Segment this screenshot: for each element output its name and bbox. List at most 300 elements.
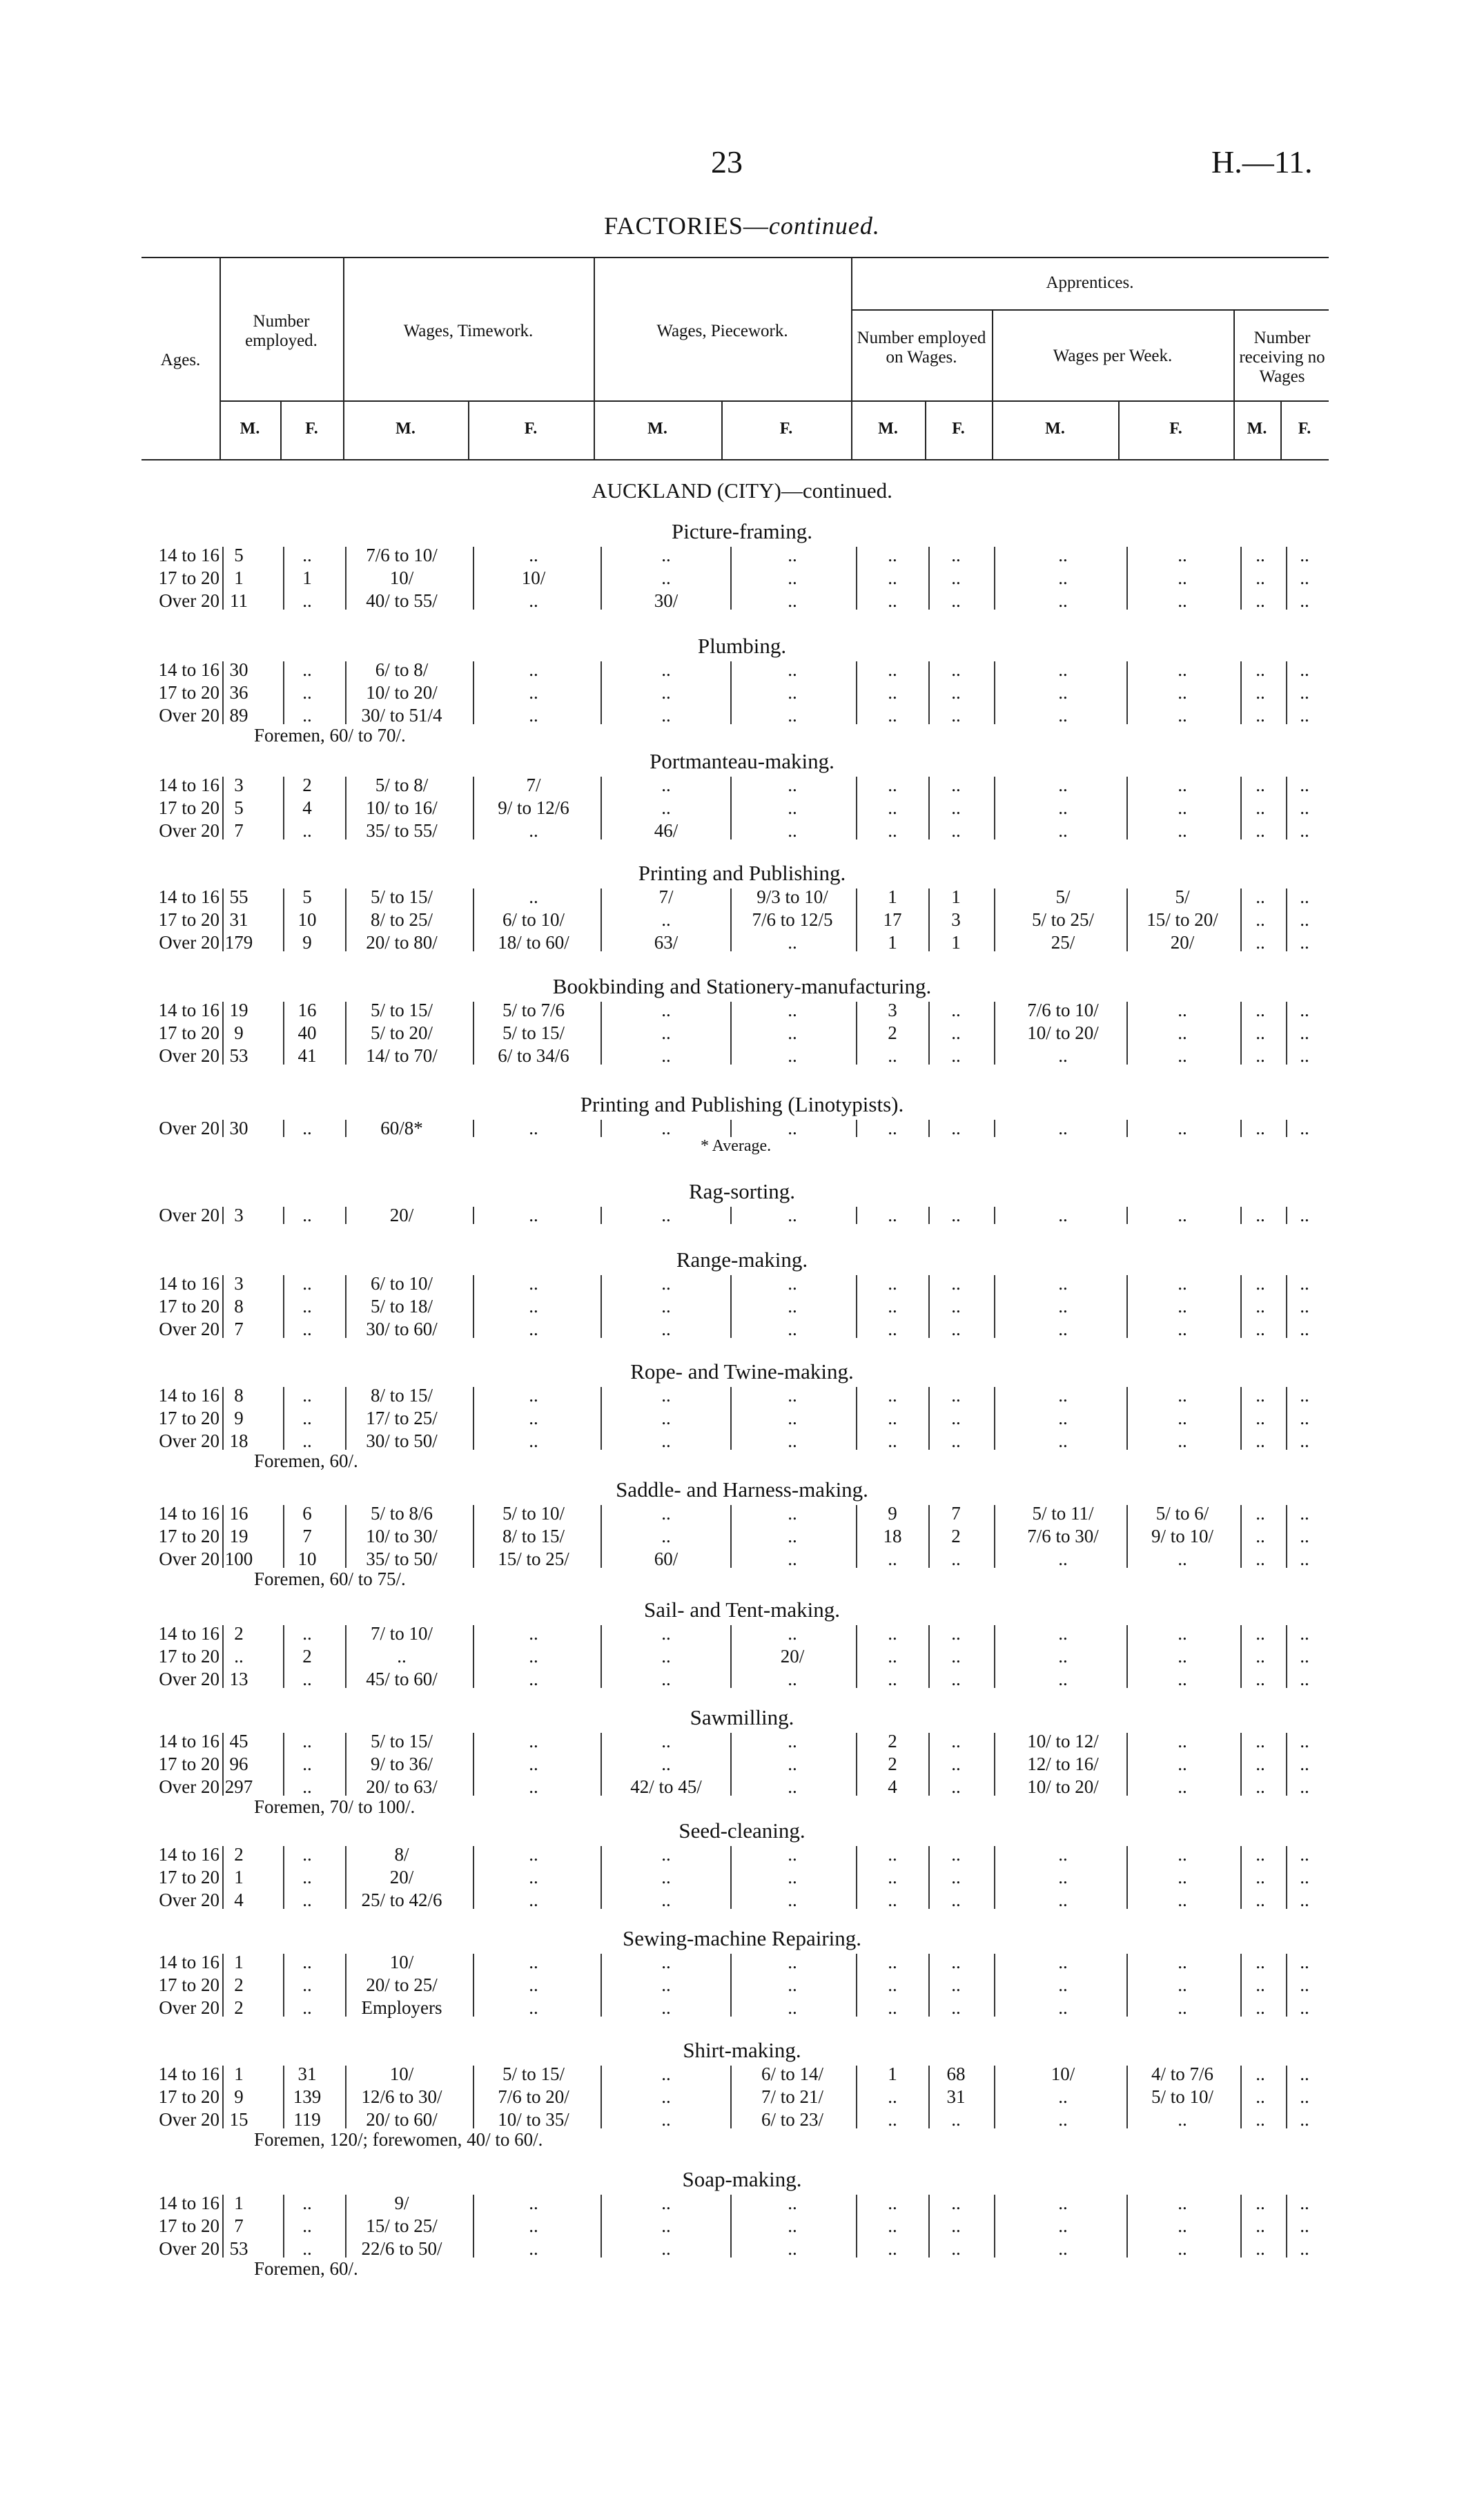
table-cell: .. bbox=[1178, 1890, 1187, 1910]
column-rule bbox=[856, 1846, 857, 1909]
section-title: Plumbing. bbox=[697, 634, 787, 658]
table-cell: 96 bbox=[229, 1754, 248, 1774]
column-rule bbox=[730, 1120, 732, 1137]
table-cell: .. bbox=[1300, 1526, 1309, 1546]
table-cell: .. bbox=[397, 1646, 407, 1667]
table-cell: 7 bbox=[951, 1503, 961, 1524]
column-rule bbox=[1126, 1733, 1128, 1796]
column-rule bbox=[1240, 1207, 1242, 1224]
table-cell: 20/ to 25/ bbox=[366, 1974, 438, 1995]
column-rule bbox=[928, 1625, 930, 1688]
table-cell: .. bbox=[1058, 590, 1068, 611]
table-cell: .. bbox=[529, 590, 538, 611]
table-cell: .. bbox=[302, 590, 312, 611]
table-cell: .. bbox=[788, 1430, 797, 1451]
table-cell: .. bbox=[529, 1205, 538, 1225]
table-cell: .. bbox=[529, 682, 538, 703]
column-rule bbox=[994, 547, 995, 610]
table-cell: .. bbox=[888, 1296, 897, 1317]
table-cell: .. bbox=[302, 1867, 312, 1887]
age-group: 14 to 16 bbox=[158, 1731, 219, 1751]
column-rule bbox=[1286, 889, 1287, 951]
table-cell: 6/ to 14/ bbox=[761, 2064, 823, 2084]
column-rule bbox=[1286, 1954, 1287, 2017]
section-note: Foremen, 60/. bbox=[254, 1450, 358, 1471]
table-cell: .. bbox=[951, 2109, 961, 2130]
table-cell: 2 bbox=[302, 1646, 312, 1667]
column-rule bbox=[283, 1275, 284, 1338]
table-cell: 139 bbox=[293, 2086, 322, 2107]
table-cell: .. bbox=[1178, 705, 1187, 726]
table-cell: .. bbox=[529, 659, 538, 680]
table-cell: .. bbox=[951, 2193, 961, 2213]
column-rule bbox=[473, 1954, 474, 2017]
header-appr-number-no-wages: Number receiving no Wages bbox=[1239, 329, 1325, 386]
table-cell: 10/ bbox=[1051, 2064, 1075, 2084]
column-rule bbox=[222, 661, 224, 724]
table-cell: 2 bbox=[234, 1974, 244, 1995]
column-rule bbox=[1286, 1120, 1287, 1137]
column-rule bbox=[856, 1733, 857, 1796]
column-rule bbox=[1240, 2195, 1242, 2258]
column-rule bbox=[473, 547, 474, 610]
header-number-employed: Number employed. bbox=[245, 312, 318, 350]
table-cell: .. bbox=[888, 705, 897, 726]
table-cell: 7/ to 10/ bbox=[370, 1623, 433, 1644]
table-cell: 31 bbox=[946, 2086, 966, 2107]
column-rule bbox=[601, 1120, 602, 1137]
table-cell: .. bbox=[951, 1385, 961, 1406]
table-cell: .. bbox=[1178, 1549, 1187, 1569]
column-rule bbox=[283, 777, 284, 839]
table-cell: .. bbox=[951, 775, 961, 795]
table-cell: 18 bbox=[229, 1430, 248, 1451]
column-rule bbox=[1240, 1275, 1242, 1338]
column-rule bbox=[222, 1275, 224, 1338]
table-cell: .. bbox=[1300, 1408, 1309, 1428]
table-cell: .. bbox=[788, 590, 797, 611]
column-rule bbox=[222, 777, 224, 839]
table-cell: .. bbox=[302, 1776, 312, 1797]
age-group: Over 20 bbox=[159, 1205, 219, 1225]
table-cell: 1 bbox=[234, 2193, 244, 2213]
table-cell: .. bbox=[788, 1408, 797, 1428]
table-cell: .. bbox=[788, 1952, 797, 1972]
column-rule bbox=[856, 547, 857, 610]
table-cell: .. bbox=[529, 545, 538, 565]
table-cell: 5/ to 11/ bbox=[1032, 1503, 1094, 1524]
table-cell: .. bbox=[1256, 1022, 1265, 1043]
table-cell: .. bbox=[1058, 1867, 1068, 1887]
column-rule bbox=[730, 661, 732, 724]
table-cell: 2 bbox=[888, 1731, 897, 1751]
table-cell: .. bbox=[1178, 2109, 1187, 2130]
header-wages-piecework: Wages, Piecework. bbox=[656, 322, 788, 340]
table-cell: .. bbox=[888, 1669, 897, 1689]
age-group: 14 to 16 bbox=[158, 1000, 219, 1020]
column-rule bbox=[994, 1846, 995, 1909]
column-rule bbox=[1126, 1625, 1128, 1688]
column-rule bbox=[345, 889, 346, 951]
column-rule bbox=[1126, 1954, 1128, 2017]
table-cell: 2 bbox=[888, 1754, 897, 1774]
header-wages-timework: Wages, Timework. bbox=[403, 322, 534, 340]
table-cell: .. bbox=[888, 682, 897, 703]
section-title: Seed-cleaning. bbox=[678, 1818, 806, 1843]
age-group: 17 to 20 bbox=[158, 1974, 219, 1995]
table-cell: .. bbox=[951, 705, 961, 726]
table-cell: .. bbox=[1058, 1974, 1068, 1995]
column-rule bbox=[473, 1505, 474, 1568]
table-cell: .. bbox=[1300, 1430, 1309, 1451]
table-cell: 7 bbox=[234, 1319, 244, 1339]
column-rule bbox=[283, 547, 284, 610]
column-rule bbox=[1286, 1387, 1287, 1450]
table-cell: .. bbox=[788, 1503, 797, 1524]
table-cell: .. bbox=[951, 2238, 961, 2259]
table-cell: .. bbox=[529, 1669, 538, 1689]
table-cell: .. bbox=[661, 2193, 671, 2213]
table-cell: 10/ to 20/ bbox=[366, 682, 438, 703]
table-cell: .. bbox=[1300, 909, 1309, 930]
column-rule bbox=[994, 889, 995, 951]
table-cell: .. bbox=[1256, 797, 1265, 818]
table-cell: .. bbox=[1300, 1296, 1309, 1317]
table-cell: 2 bbox=[951, 1526, 961, 1546]
table-cell: .. bbox=[888, 2109, 897, 2130]
column-rule bbox=[730, 1207, 732, 1224]
table-cell: 45 bbox=[229, 1731, 248, 1751]
age-group: Over 20 bbox=[159, 820, 219, 841]
table-cell: .. bbox=[951, 1319, 961, 1339]
column-rule bbox=[283, 1387, 284, 1450]
table-cell: 15/ to 20/ bbox=[1146, 909, 1218, 930]
table-cell: .. bbox=[1300, 2238, 1309, 2259]
table-cell: .. bbox=[1058, 1646, 1068, 1667]
table-cell: 8 bbox=[234, 1385, 244, 1406]
table-cell: 5/ to 15/ bbox=[370, 1000, 433, 1020]
age-group: 17 to 20 bbox=[158, 1022, 219, 1043]
table-cell: 30/ to 50/ bbox=[366, 1430, 438, 1451]
age-group: Over 20 bbox=[159, 1045, 219, 1066]
section-title: Bookbinding and Stationery-manufacturing. bbox=[552, 974, 932, 998]
table-cell: .. bbox=[661, 1430, 671, 1451]
table-cell: .. bbox=[888, 820, 897, 841]
header-f: F. bbox=[952, 420, 965, 438]
column-rule bbox=[928, 1275, 930, 1338]
table-cell: .. bbox=[951, 2215, 961, 2236]
table-cell: 10/ bbox=[389, 567, 414, 588]
table-cell: .. bbox=[951, 1296, 961, 1317]
column-rule bbox=[994, 777, 995, 839]
table-cell: .. bbox=[788, 1296, 797, 1317]
column-rule bbox=[856, 1120, 857, 1137]
column-rule bbox=[222, 2195, 224, 2258]
header-f: F. bbox=[779, 420, 793, 438]
table-cell: .. bbox=[302, 705, 312, 726]
age-group: Over 20 bbox=[159, 1430, 219, 1451]
header-f: F. bbox=[305, 420, 318, 438]
table-cell: .. bbox=[302, 1385, 312, 1406]
age-group: 17 to 20 bbox=[158, 1526, 219, 1546]
table-cell: .. bbox=[302, 1273, 312, 1294]
age-group: Over 20 bbox=[159, 705, 219, 726]
region-title: AUCKLAND (CITY)—continued. bbox=[592, 478, 892, 503]
table-cell: .. bbox=[1058, 1205, 1068, 1225]
table-cell: 19 bbox=[229, 1000, 248, 1020]
table-cell: .. bbox=[1178, 775, 1187, 795]
table-cell: .. bbox=[1256, 1646, 1265, 1667]
table-cell: 7 bbox=[234, 820, 244, 841]
table-cell: .. bbox=[1300, 1867, 1309, 1887]
table-cell: .. bbox=[951, 1867, 961, 1887]
table-cell: .. bbox=[661, 705, 671, 726]
column-rule bbox=[1126, 1207, 1128, 1224]
column-rule bbox=[1126, 1275, 1128, 1338]
table-cell: .. bbox=[951, 1731, 961, 1751]
age-group: 14 to 16 bbox=[158, 886, 219, 907]
table-cell: .. bbox=[1256, 1754, 1265, 1774]
column-rule bbox=[222, 1733, 224, 1796]
table-cell: .. bbox=[1256, 2215, 1265, 2236]
table-cell: .. bbox=[661, 1997, 671, 2018]
table-cell: .. bbox=[788, 1526, 797, 1546]
table-cell: .. bbox=[529, 1296, 538, 1317]
table-cell: .. bbox=[1256, 1385, 1265, 1406]
table-cell: .. bbox=[529, 1385, 538, 1406]
table-cell: .. bbox=[1178, 1867, 1187, 1887]
table-cell: .. bbox=[888, 1867, 897, 1887]
age-group: 14 to 16 bbox=[158, 2064, 219, 2084]
table-cell: .. bbox=[302, 1296, 312, 1317]
table-cell: .. bbox=[661, 797, 671, 818]
column-rule bbox=[283, 1002, 284, 1065]
table-cell: .. bbox=[1300, 1754, 1309, 1774]
table-cell: .. bbox=[302, 1731, 312, 1751]
age-group: 14 to 16 bbox=[158, 545, 219, 565]
table-cell: 30/ to 51/4 bbox=[361, 705, 442, 726]
table-cell: .. bbox=[1300, 1022, 1309, 1043]
table-cell: 31 bbox=[297, 2064, 317, 2084]
table-cell: .. bbox=[888, 797, 897, 818]
table-cell: .. bbox=[1300, 659, 1309, 680]
table-cell: .. bbox=[1300, 932, 1309, 953]
column-rule bbox=[222, 889, 224, 951]
table-cell: .. bbox=[302, 2238, 312, 2259]
table-cell: .. bbox=[1256, 1319, 1265, 1339]
column-rule bbox=[1126, 2195, 1128, 2258]
column-rule bbox=[928, 1120, 930, 1137]
table-cell: .. bbox=[529, 2238, 538, 2259]
table-cell: 9/ to 36/ bbox=[370, 1754, 433, 1774]
table-cell: 2 bbox=[234, 1997, 244, 2018]
column-rule bbox=[1126, 1846, 1128, 1909]
table-cell: .. bbox=[951, 1844, 961, 1865]
header-m: M. bbox=[240, 420, 260, 438]
column-rule bbox=[222, 1002, 224, 1065]
table-cell: .. bbox=[1300, 1549, 1309, 1569]
table-cell: 2 bbox=[234, 1844, 244, 1865]
table-cell: .. bbox=[1256, 1000, 1265, 1020]
column-rule bbox=[601, 2066, 602, 2128]
table-cell: .. bbox=[1178, 1296, 1187, 1317]
table-cell: .. bbox=[529, 1646, 538, 1667]
column-rule bbox=[473, 1120, 474, 1137]
table-cell: .. bbox=[1300, 1669, 1309, 1689]
table-cell: 7/6 to 12/5 bbox=[752, 909, 833, 930]
column-rule bbox=[856, 889, 857, 951]
table-cell: .. bbox=[661, 1646, 671, 1667]
column-rule bbox=[994, 1733, 995, 1796]
table-cell: .. bbox=[1300, 1997, 1309, 2018]
table-cell: .. bbox=[529, 1890, 538, 1910]
column-rule bbox=[994, 1120, 995, 1137]
table-cell: .. bbox=[234, 1646, 244, 1667]
column-rule bbox=[730, 1846, 732, 1909]
age-group: 14 to 16 bbox=[158, 1952, 219, 1972]
table-cell: .. bbox=[951, 1273, 961, 1294]
table-cell: .. bbox=[1256, 932, 1265, 953]
section-title: Printing and Publishing. bbox=[638, 861, 846, 885]
table-cell: .. bbox=[529, 886, 538, 907]
header-apprentices: Apprentices. bbox=[1046, 273, 1134, 292]
column-rule bbox=[345, 1625, 346, 1688]
table-cell: .. bbox=[888, 1408, 897, 1428]
table-cell: .. bbox=[788, 1997, 797, 2018]
table-cell: .. bbox=[1300, 1045, 1309, 1066]
column-rule bbox=[345, 661, 346, 724]
table-cell: 5/ to 15/ bbox=[502, 1022, 565, 1043]
table-cell: 8/ bbox=[394, 1844, 409, 1865]
section-title: Sawmilling. bbox=[690, 1705, 794, 1729]
column-rule bbox=[994, 2066, 995, 2128]
table-cell: .. bbox=[1256, 1503, 1265, 1524]
table-cell: .. bbox=[1178, 2215, 1187, 2236]
table-cell: .. bbox=[1058, 2109, 1068, 2130]
table-cell: .. bbox=[951, 1952, 961, 1972]
column-rule bbox=[473, 2066, 474, 2128]
column-rule bbox=[1126, 661, 1128, 724]
column-rule bbox=[345, 1207, 346, 1224]
table-cell: .. bbox=[529, 2215, 538, 2236]
table-cell: 14/ to 70/ bbox=[366, 1045, 438, 1066]
table-cell: .. bbox=[951, 1623, 961, 1644]
table-cell: 5/ to 15/ bbox=[370, 1731, 433, 1751]
table-cell: 45/ to 60/ bbox=[366, 1669, 438, 1689]
table-cell: .. bbox=[888, 590, 897, 611]
table-cell: Employers bbox=[361, 1997, 442, 2018]
table-cell: .. bbox=[1058, 1408, 1068, 1428]
column-rule bbox=[345, 1002, 346, 1065]
age-group: Over 20 bbox=[159, 1118, 219, 1138]
section-title: Sewing-machine Repairing. bbox=[622, 1926, 862, 1950]
column-rule bbox=[928, 661, 930, 724]
table-cell: .. bbox=[1058, 1273, 1068, 1294]
table-cell: 30 bbox=[229, 1118, 248, 1138]
table-cell: .. bbox=[1256, 1731, 1265, 1751]
column-rule bbox=[1240, 1846, 1242, 1909]
column-rule bbox=[1126, 777, 1128, 839]
column-rule bbox=[473, 1275, 474, 1338]
table-cell: 7/ bbox=[658, 886, 674, 907]
table-cell: 42/ to 45/ bbox=[630, 1776, 702, 1797]
column-rule bbox=[1286, 547, 1287, 610]
table-cell: .. bbox=[1300, 1776, 1309, 1797]
section-title: Portmanteau-making. bbox=[650, 749, 834, 773]
table-cell: .. bbox=[1058, 1045, 1068, 1066]
age-group: Over 20 bbox=[159, 2109, 219, 2130]
column-rule bbox=[222, 1954, 224, 2017]
column-rule bbox=[473, 1733, 474, 1796]
column-rule bbox=[856, 2195, 857, 2258]
table-cell: .. bbox=[1178, 1045, 1187, 1066]
age-group: 14 to 16 bbox=[158, 1385, 219, 1406]
column-rule bbox=[994, 1625, 995, 1688]
table-cell: .. bbox=[1256, 1623, 1265, 1644]
column-rule bbox=[222, 1207, 224, 1224]
column-rule bbox=[345, 1954, 346, 2017]
section-title: Range-making. bbox=[676, 1248, 808, 1272]
table-cell: 10/ to 16/ bbox=[366, 797, 438, 818]
table-cell: 18 bbox=[883, 1526, 902, 1546]
table-cell: .. bbox=[302, 2193, 312, 2213]
table-cell: .. bbox=[1300, 820, 1309, 841]
table-cell: 20/ bbox=[1170, 932, 1195, 953]
table-cell: .. bbox=[788, 1844, 797, 1865]
column-rule bbox=[601, 889, 602, 951]
table-cell: .. bbox=[1256, 1776, 1265, 1797]
table-cell: .. bbox=[788, 1385, 797, 1406]
table-cell: 5/ to 15/ bbox=[370, 886, 433, 907]
column-rule bbox=[601, 1954, 602, 2017]
table-cell: .. bbox=[529, 1997, 538, 2018]
column-rule bbox=[345, 2066, 346, 2128]
section-note: Foremen, 70/ to 100/. bbox=[254, 1796, 416, 1817]
age-group: Over 20 bbox=[159, 1776, 219, 1797]
column-rule bbox=[473, 1846, 474, 1909]
table-cell: 15 bbox=[229, 2109, 248, 2130]
table-cell: .. bbox=[1256, 1867, 1265, 1887]
table-cell: .. bbox=[788, 932, 797, 953]
table-cell: .. bbox=[1256, 909, 1265, 930]
table-cell: .. bbox=[302, 1669, 312, 1689]
table-cell: 5/ to 15/ bbox=[502, 2064, 565, 2084]
table-cell: .. bbox=[888, 1952, 897, 1972]
column-rule bbox=[1286, 1733, 1287, 1796]
table-cell: 89 bbox=[229, 705, 248, 726]
column-rule bbox=[283, 1625, 284, 1688]
column-rule bbox=[1126, 1002, 1128, 1065]
table-cell: 3 bbox=[234, 1273, 244, 1294]
table-cell: .. bbox=[661, 1503, 671, 1524]
column-rule bbox=[928, 889, 930, 951]
table-cell: .. bbox=[1300, 2193, 1309, 2213]
table-cell: 2 bbox=[234, 1623, 244, 1644]
table-cell: .. bbox=[1256, 1118, 1265, 1138]
table-cell: .. bbox=[1058, 820, 1068, 841]
table-cell: .. bbox=[888, 2215, 897, 2236]
table-cell: 1 bbox=[951, 886, 961, 907]
table-cell: .. bbox=[1178, 1974, 1187, 1995]
table-cell: 7/6 to 10/ bbox=[366, 545, 438, 565]
column-rule bbox=[928, 1387, 930, 1450]
column-rule bbox=[1126, 2066, 1128, 2128]
column-rule bbox=[856, 1954, 857, 2017]
table-cell: .. bbox=[888, 1045, 897, 1066]
age-group: 14 to 16 bbox=[158, 1623, 219, 1644]
table-cell: .. bbox=[529, 1844, 538, 1865]
column-rule bbox=[928, 2066, 930, 2128]
